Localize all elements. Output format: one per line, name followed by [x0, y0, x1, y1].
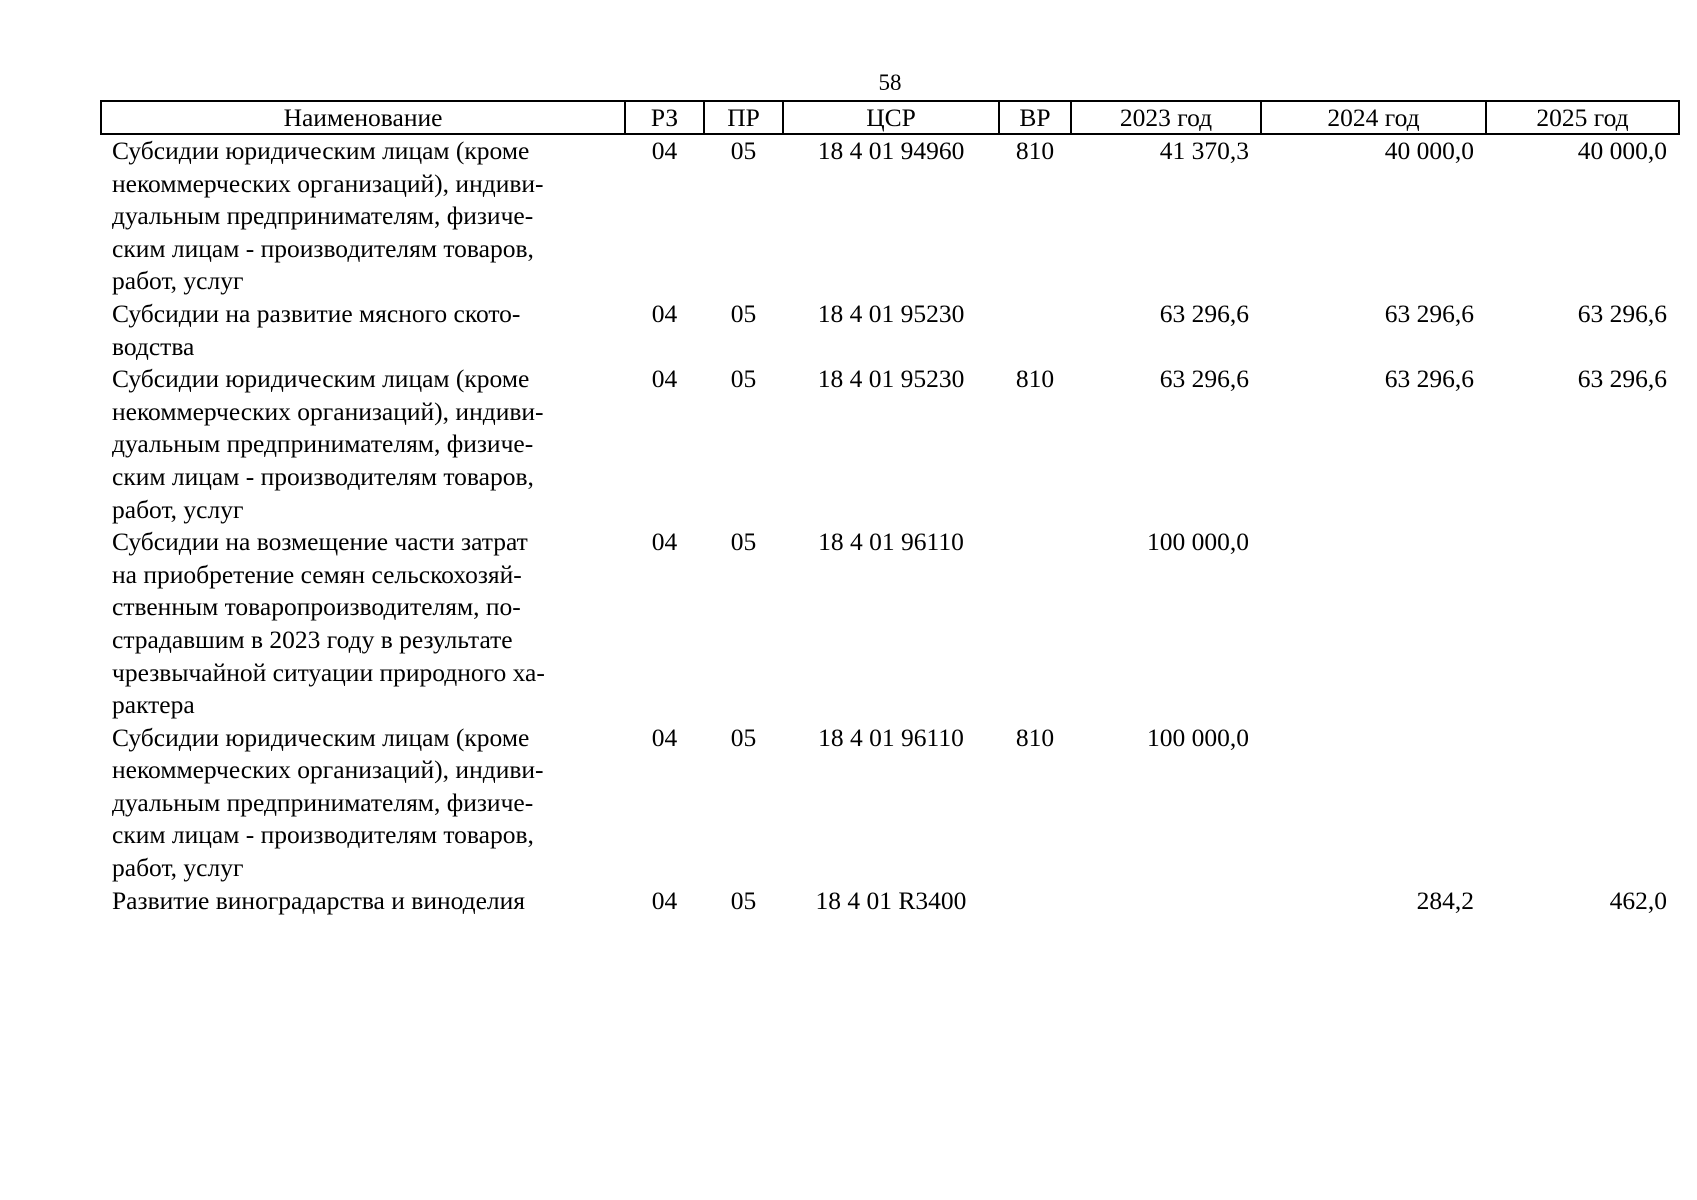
cell-name-line: Субсидии на возмещение части затрат	[112, 527, 528, 557]
cell-vr	[999, 526, 1071, 722]
cell-rz: 04	[651, 885, 678, 915]
cell-2023: 41 370,3	[1159, 136, 1249, 165]
cell-2023: 100 000,0	[1147, 527, 1249, 557]
cell-name	[101, 885, 625, 918]
header-2023: 2023 год	[1071, 101, 1261, 134]
cell-pr: 05	[730, 527, 757, 557]
table-row	[101, 885, 1679, 918]
cell-vr	[999, 298, 1071, 363]
table-row	[101, 363, 1679, 526]
cell-name-line: Развитие виноградарства и виноделия	[112, 885, 526, 915]
cell-name-line: Субсидии на развитие мясного ското-	[112, 298, 521, 328]
cell-2025: 462,0	[1609, 885, 1667, 915]
cell-csr: 18 4 01 95230	[817, 364, 965, 394]
table-row	[101, 526, 1679, 722]
cell-rz: 04	[651, 298, 678, 328]
cell-vr: 810	[1015, 364, 1055, 394]
cell-name	[101, 298, 625, 363]
cell-2024: 284,2	[1416, 885, 1474, 915]
budget-table	[100, 100, 1680, 917]
cell-vr: 810	[1015, 136, 1055, 165]
cell-name	[101, 134, 625, 298]
cell-name-line: рактера	[112, 690, 195, 720]
cell-csr: 18 4 01 R3400	[815, 885, 967, 915]
cell-name-line: ским лицам - производителям товаров,	[112, 820, 534, 850]
cell-vr: 810	[1015, 722, 1055, 752]
header-vr: ВР	[999, 101, 1071, 134]
header-pr: ПР	[704, 101, 783, 134]
table-row	[101, 722, 1679, 885]
cell-rz: 04	[651, 364, 678, 394]
cell-2023: 63 296,6	[1159, 364, 1249, 394]
table-body	[101, 134, 1679, 917]
header-csr: ЦСР	[783, 101, 999, 134]
cell-2025	[1486, 526, 1679, 722]
cell-csr: 18 4 01 95230	[817, 298, 965, 328]
cell-csr: 18 4 01 94960	[817, 136, 965, 165]
cell-name-line: ским лицам - производителям товаров,	[112, 461, 534, 491]
cell-2024	[1261, 722, 1486, 885]
cell-2024	[1261, 526, 1486, 722]
cell-name-line: работ, услуг	[112, 494, 244, 524]
table-row	[101, 298, 1679, 363]
cell-name-line: ским лицам - производителям товаров,	[112, 233, 534, 263]
cell-pr: 05	[730, 136, 757, 165]
cell-name-line: работ, услуг	[112, 266, 244, 296]
header-name: Наименование	[101, 101, 625, 134]
cell-2024: 63 296,6	[1384, 364, 1474, 394]
cell-name-line: дуальным предпринимателям, физиче-	[112, 201, 534, 231]
cell-2024: 40 000,0	[1384, 136, 1474, 165]
cell-name-line: водства	[112, 331, 195, 361]
cell-2023	[1071, 885, 1261, 918]
table-row	[101, 134, 1679, 298]
cell-name-line: чрезвычайной ситуации природного ха-	[112, 657, 545, 687]
cell-pr: 05	[730, 885, 757, 915]
cell-name-line: Субсидии юридическим лицам (кроме	[112, 722, 530, 752]
cell-2023: 63 296,6	[1159, 298, 1249, 328]
cell-name	[101, 722, 625, 885]
cell-pr: 05	[730, 298, 757, 328]
header-rz: РЗ	[625, 101, 704, 134]
cell-name-line: дуальным предпринимателям, физиче-	[112, 787, 534, 817]
cell-name-line: ственным товаропроизводителям, по-	[112, 592, 521, 622]
cell-name-line: некоммерческих организаций), индиви-	[112, 168, 544, 198]
cell-name-line: работ, услуг	[112, 853, 244, 883]
cell-pr: 05	[730, 364, 757, 394]
cell-pr: 05	[730, 722, 757, 752]
cell-name-line: Субсидии юридическим лицам (кроме	[112, 136, 530, 165]
cell-name-line: страдавшим в 2023 году в результате	[112, 624, 513, 654]
cell-2023: 100 000,0	[1147, 722, 1249, 752]
header-2025: 2025 год	[1486, 101, 1679, 134]
cell-rz: 04	[651, 527, 678, 557]
cell-2024: 63 296,6	[1384, 298, 1474, 328]
cell-name-line: некоммерческих организаций), индиви-	[112, 755, 544, 785]
cell-vr	[999, 885, 1071, 918]
cell-rz: 04	[651, 722, 678, 752]
header-2024: 2024 год	[1261, 101, 1486, 134]
table-header	[101, 101, 1679, 134]
header-row	[101, 101, 1679, 134]
cell-name-line: Субсидии юридическим лицам (кроме	[112, 364, 530, 394]
cell-csr: 18 4 01 96110	[818, 722, 964, 752]
cell-name-line: дуальным предпринимателям, физиче-	[112, 429, 534, 459]
page-number: 58	[878, 70, 902, 95]
cell-name-line: на приобретение семян сельскохозяй-	[112, 559, 522, 589]
cell-name	[101, 526, 625, 722]
cell-name-line: некоммерческих организаций), индиви-	[112, 396, 544, 426]
cell-csr: 18 4 01 96110	[818, 527, 964, 557]
cell-rz: 04	[651, 136, 678, 165]
cell-2025: 40 000,0	[1577, 136, 1667, 165]
cell-2025: 63 296,6	[1577, 298, 1667, 328]
cell-2025: 63 296,6	[1577, 364, 1667, 394]
cell-name	[101, 363, 625, 526]
cell-2025	[1486, 722, 1679, 885]
